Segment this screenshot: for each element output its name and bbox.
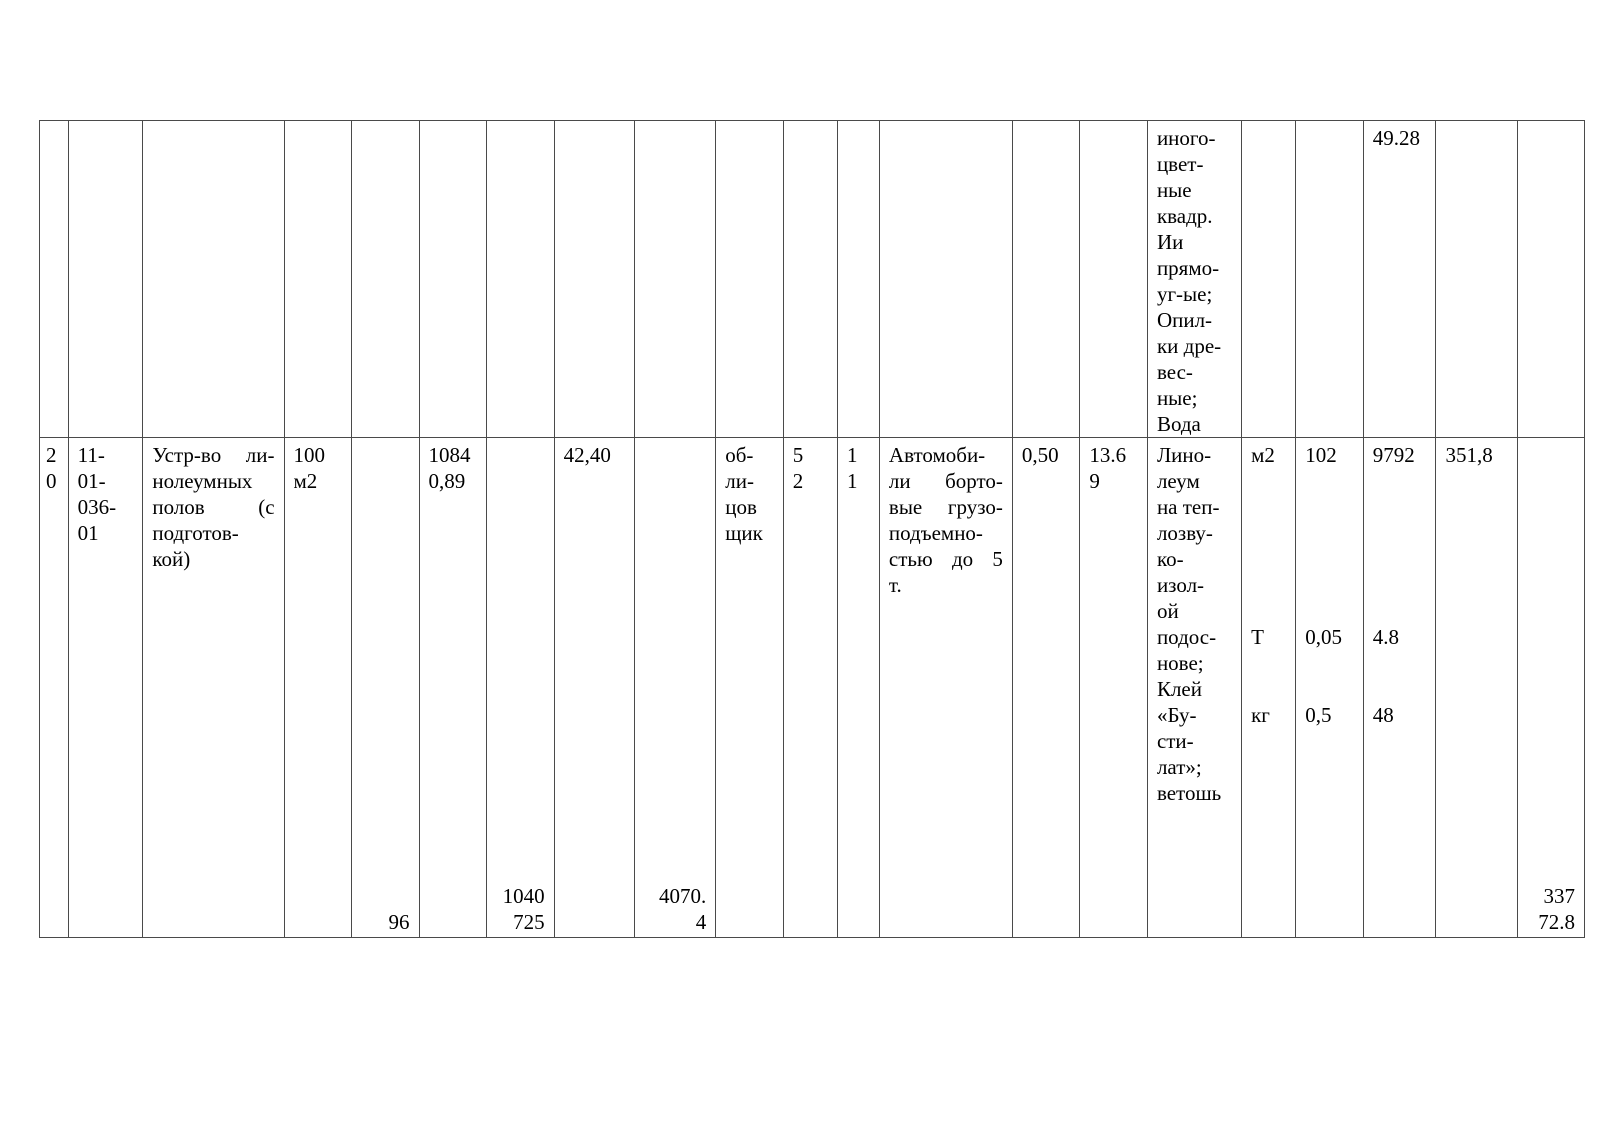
c5-value: 96	[388, 910, 410, 934]
unit-value: м2	[1251, 443, 1275, 467]
cell-machine	[879, 121, 1012, 438]
cell-c20	[1436, 121, 1518, 438]
cell-unit: 100 м2	[284, 438, 352, 938]
cell-c6: 1084 0,89	[419, 438, 487, 938]
cell-norms	[1296, 121, 1364, 438]
norm-value: 102	[1305, 443, 1337, 467]
cell-c12	[837, 121, 879, 438]
cell-c9	[635, 121, 716, 438]
cell-num: 2 0	[40, 438, 69, 938]
cell-c5	[352, 438, 420, 938]
cost-value: 9792	[1372, 443, 1415, 467]
cell-mat-cost	[1363, 121, 1436, 438]
cell-c14	[1012, 438, 1080, 938]
cell-num	[40, 121, 69, 438]
cell-c7	[487, 121, 555, 438]
cell-c14	[1012, 121, 1080, 438]
c9-value: 4070. 4	[658, 884, 707, 934]
table-row	[40, 438, 1585, 938]
cell-name: Устр-во ли- нолеумных полов (с подготов- кой)	[143, 438, 284, 938]
c14-value: 0,50	[1021, 443, 1059, 467]
cell-c5	[352, 121, 420, 438]
cell-code	[68, 121, 143, 438]
c7-value: 1040 725	[502, 884, 545, 934]
cost-value: 48	[1372, 703, 1394, 727]
cell-materials: Лино- леум на теп- лозву- ко- изол- ой подос- нове; Клей «Бу- сти- лат»; ветошь	[1147, 438, 1241, 938]
cell-c21	[1518, 438, 1585, 938]
cell-machine: Автомоби- ли борто- вые грузо- подъемно- стью до 5 т.	[879, 438, 1012, 938]
estimate-table	[39, 120, 1585, 938]
cell-units	[1242, 121, 1296, 438]
cell-mat-cost	[1363, 438, 1436, 938]
mat-cost-value: 49.28	[1372, 126, 1421, 150]
cell-c20	[1436, 438, 1518, 938]
cell-profession	[716, 121, 784, 438]
cell-unit	[284, 121, 352, 438]
norm-value: 0,5	[1305, 703, 1332, 727]
cell-c11	[783, 121, 837, 438]
cell-c8	[554, 121, 635, 438]
cell-c15	[1080, 121, 1148, 438]
norm-value: 0,05	[1305, 625, 1343, 649]
cell-c7	[487, 438, 555, 938]
cell-c12: 1 1	[837, 438, 879, 938]
cell-c9	[635, 438, 716, 938]
cell-units	[1242, 438, 1296, 938]
cell-materials: иного- цвет- ные квадр. Ии прямо- уг-ые; Опил- ки дре- вес- ные; Вода	[1147, 121, 1241, 438]
cell-profession: об- ли- цов щик	[716, 438, 784, 938]
c8-value: 42,40	[563, 443, 611, 467]
table-row	[40, 121, 1585, 438]
cell-name	[143, 121, 284, 438]
unit-value: кг	[1251, 703, 1270, 727]
cost-value: 4.8	[1372, 625, 1400, 649]
cell-c6	[419, 121, 487, 438]
cell-c15: 13.6 9	[1080, 438, 1148, 938]
unit-value: Т	[1251, 625, 1264, 649]
cell-c11: 5 2	[783, 438, 837, 938]
cell-code: 11- 01- 036- 01	[68, 438, 143, 938]
cell-c21	[1518, 121, 1585, 438]
c20-value: 351,8	[1445, 443, 1493, 467]
cell-norms	[1296, 438, 1364, 938]
cell-c8	[554, 438, 635, 938]
c21-value: 337 72.8	[1538, 884, 1575, 934]
